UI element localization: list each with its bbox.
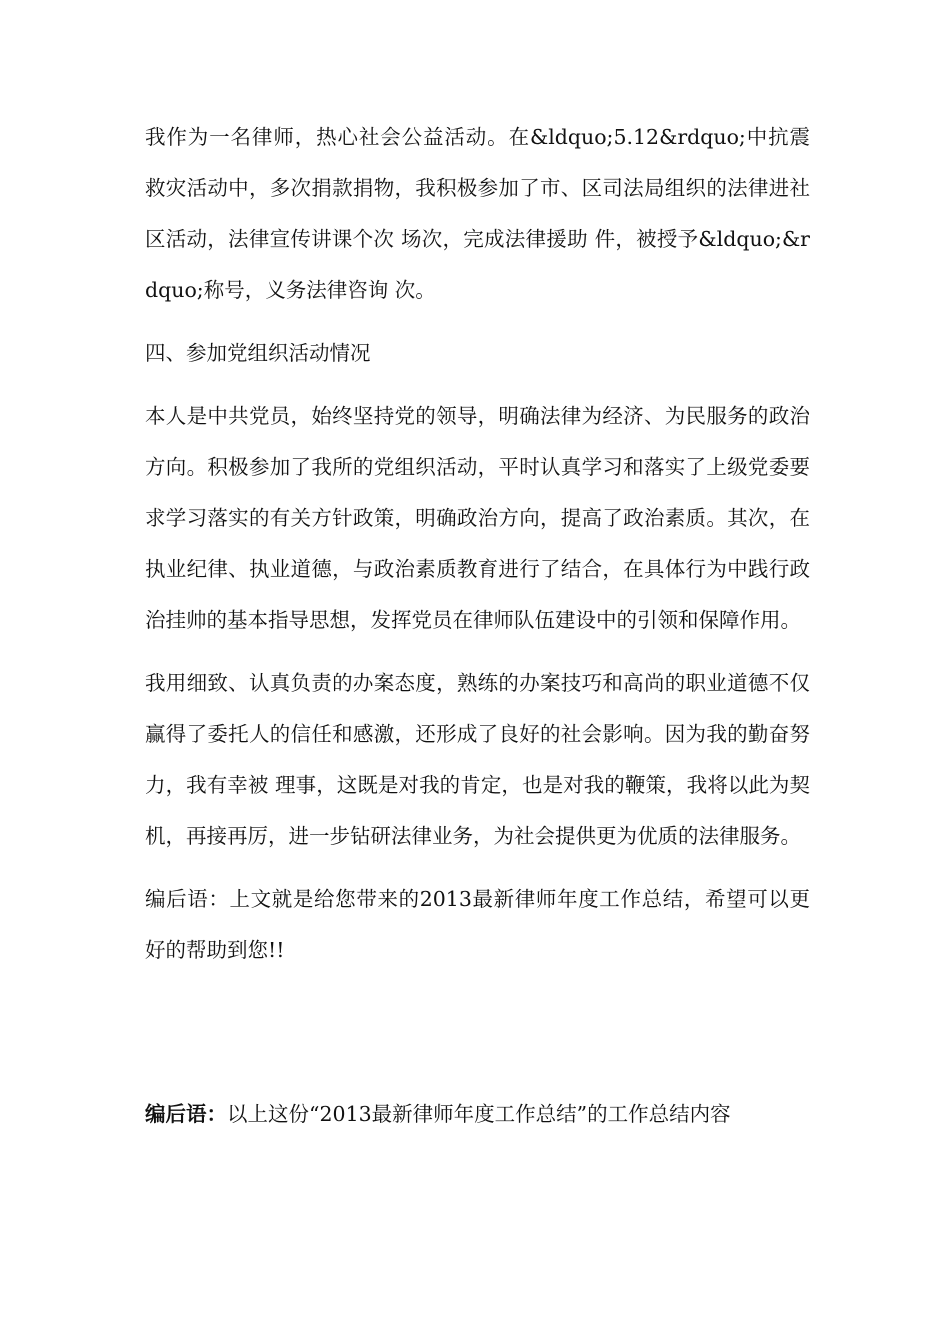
paragraph-public-welfare: 我作为一名律师，热心社会公益活动。在&ldquo;5.12&rdquo;中抗震救灾活动中，多次捐款捐物，我积极参加了市、区司法局组织的法律进社区活动，法律宣传讲课个次 场次，完成法律援助 件，被授予&ldquo;&rdquo;称号，义务法律咨询 次。 bbox=[145, 125, 810, 302]
document-body bbox=[145, 112, 810, 1140]
footer-label: 编后语： bbox=[145, 1102, 227, 1126]
paragraph-work-attitude: 我用细致、认真负责的办案态度，熟练的办案技巧和高尚的职业道德不仅赢得了委托人的信任和感激，还形成了良好的社会影响。因为我的勤奋努力，我有幸被 理事，这既是对我的肯定，也是对我的鞭策，我将以此为契机，再接再厉，进一步钻研法律业务，为社会提供更为优质的法律服务。 bbox=[145, 671, 810, 848]
paragraph-editor-note: 编后语：上文就是给您带来的2013最新律师年度工作总结，希望可以更好的帮助到您!! bbox=[145, 887, 810, 962]
footer-text: 以上这份“2013最新律师年度工作总结”的工作总结内容 bbox=[227, 1102, 731, 1126]
spacer bbox=[145, 988, 810, 1089]
footer-editor-note bbox=[145, 1089, 810, 1140]
paragraph-party-member: 本人是中共党员，始终坚持党的领导，明确法律为经济、为民服务的政治方向。积极参加了我所的党组织活动，平时认真学习和落实了上级党委要求学习落实的有关方针政策，明确政治方向，提高了政治素质。其次，在执业纪律、执业道德，与政治素质教育进行了结合，在具体行为中践行政治挂帅的基本指导思想，发挥党员在律师队伍建设中的引领和保障作用。 bbox=[145, 404, 810, 632]
section-heading-party-activities: 四、参加党组织活动情况 bbox=[145, 341, 371, 365]
